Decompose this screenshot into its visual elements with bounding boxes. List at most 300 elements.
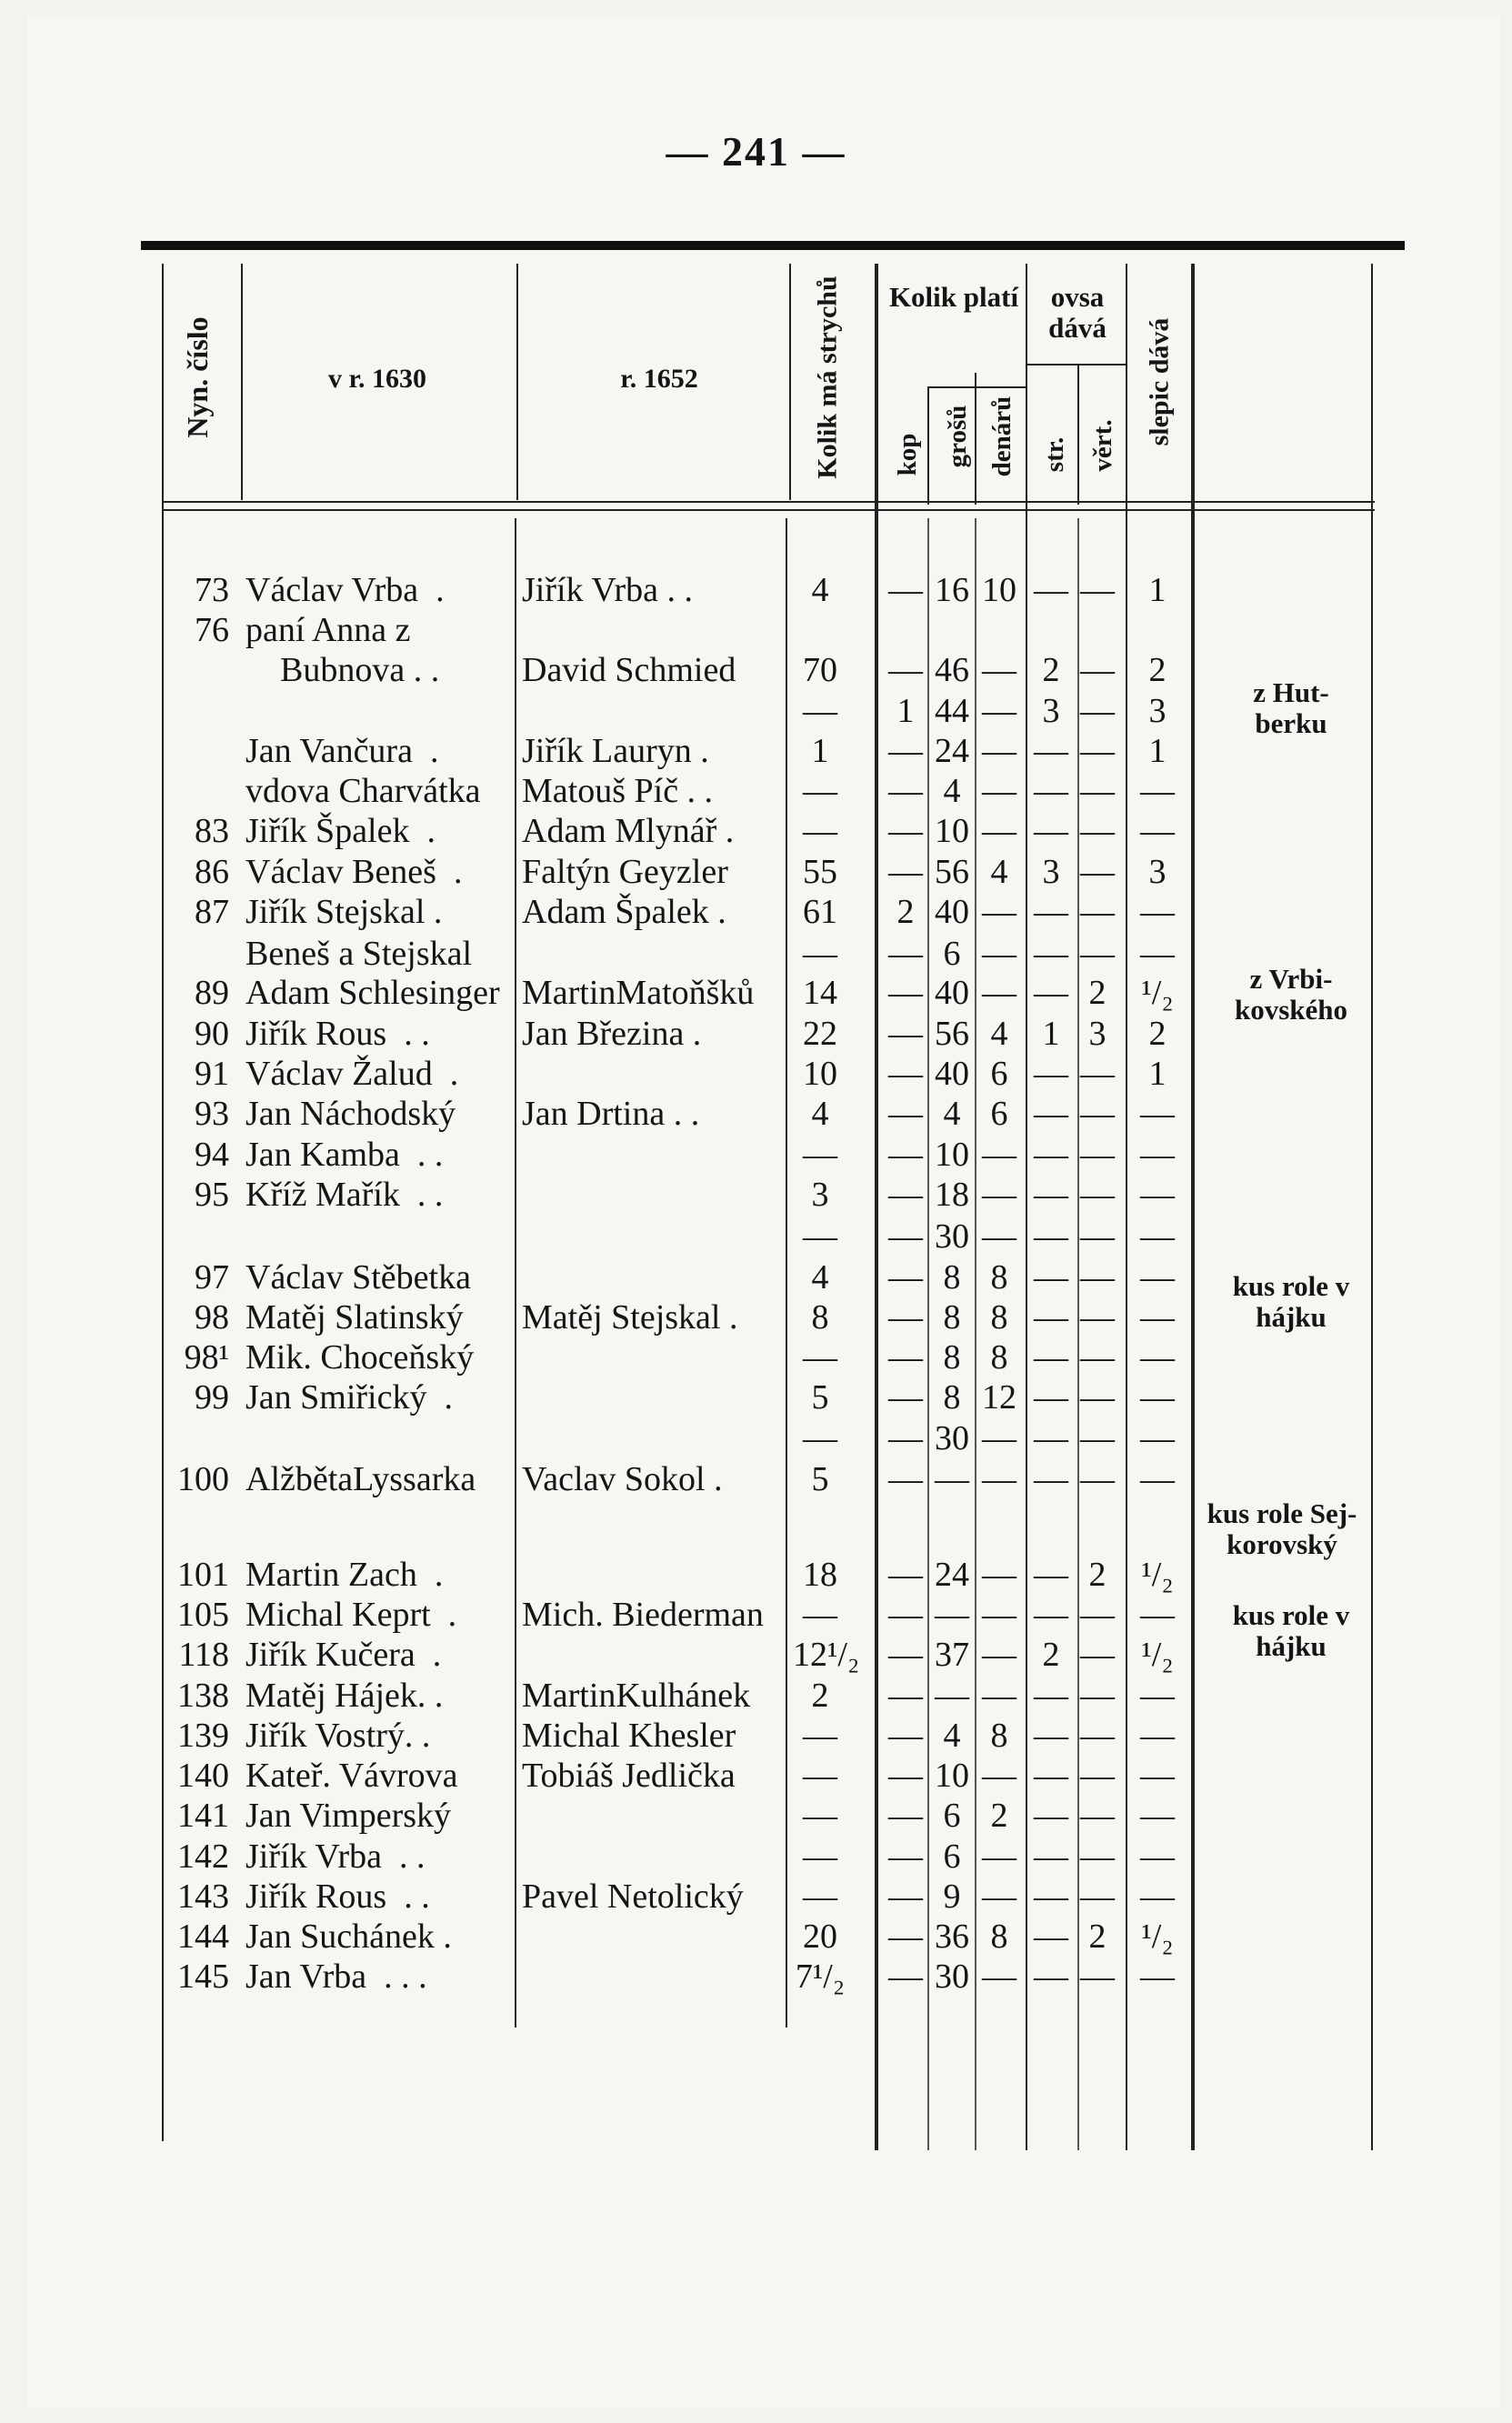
table-row	[0, 1877, 1512, 1917]
kop-value: —	[888, 1217, 923, 1256]
kop-value: 1	[896, 692, 915, 730]
strychu: —	[803, 1757, 837, 1795]
kop-value: —	[888, 1797, 923, 1835]
name-1630: Matěj Slatinský	[245, 1298, 464, 1337]
grosu-value: 8	[943, 1338, 961, 1377]
header-ovsa-dava: ovsa dává	[1048, 281, 1106, 345]
row-number: 97	[195, 1258, 229, 1297]
strychu: 2	[811, 1677, 829, 1715]
top-rule	[141, 241, 1405, 250]
ovsa-vert-value: —	[1080, 1636, 1115, 1674]
header-nyn-cislo: Nyn. číslo	[181, 316, 215, 438]
grosu-value: 40	[935, 893, 969, 931]
ovsa-vert-value: —	[1080, 1717, 1115, 1755]
ovsa-vert-value: —	[1080, 1338, 1115, 1377]
table-row	[0, 771, 1512, 811]
ovsa-vert-value: —	[1080, 1797, 1115, 1835]
row-number: 101	[177, 1556, 229, 1594]
row-number: 73	[195, 571, 229, 609]
kop-value: —	[888, 651, 923, 689]
kop-value: —	[888, 1258, 923, 1297]
denaru-value: —	[982, 1176, 1016, 1214]
grosu-value: 24	[935, 732, 969, 770]
header-kolik-plati: Kolik platí	[888, 281, 1019, 313]
header-str: str.	[1039, 436, 1069, 473]
name-1630: Václav Beneš .	[245, 853, 463, 891]
table-row	[0, 1917, 1512, 1957]
name-1652: MartinKulhánek	[522, 1677, 751, 1715]
denaru-value: 8	[990, 1258, 1008, 1297]
ovsa-vert-value: —	[1080, 935, 1115, 973]
slepic-value: ¹/₂	[1141, 1636, 1174, 1674]
kop-value: —	[888, 1837, 923, 1876]
name-1652: Matouš Píč . .	[522, 772, 714, 810]
kop-value: —	[888, 812, 923, 850]
denaru-value: 8	[990, 1338, 1008, 1377]
kop-value: —	[888, 1596, 923, 1634]
strychu: 1	[811, 732, 829, 770]
strychu: —	[803, 1217, 837, 1256]
kop-value: —	[888, 1419, 923, 1457]
header-vert: věrt.	[1087, 419, 1117, 472]
table-row	[0, 1054, 1512, 1094]
row-number: 98¹	[184, 1338, 229, 1377]
row-number: 90	[195, 1015, 229, 1053]
kop-value: —	[888, 1338, 923, 1377]
strychu: 7¹/₂	[795, 1957, 846, 1996]
rule-plati-sub	[927, 386, 1026, 388]
table-row	[0, 892, 1512, 932]
name-1630: Jiřík Kučera .	[245, 1636, 442, 1674]
denaru-value: 4	[990, 853, 1008, 891]
name-1652: Adam Mlynář .	[522, 812, 735, 850]
strychu: 14	[803, 974, 837, 1012]
kop-value: —	[888, 1717, 923, 1755]
kop-value: 2	[896, 893, 915, 931]
name-1630: vdova Charvátka	[245, 772, 481, 810]
slepic-value: —	[1140, 1596, 1175, 1634]
grosu-value: 10	[935, 1757, 969, 1795]
row-number: 141	[177, 1797, 229, 1835]
strychu: 18	[803, 1556, 837, 1594]
denaru-value: —	[982, 1677, 1016, 1715]
strychu: —	[803, 1338, 837, 1377]
grosu-value: 36	[935, 1917, 969, 1956]
table-row	[0, 1796, 1512, 1836]
denaru-value: —	[982, 772, 1016, 810]
denaru-value: —	[982, 732, 1016, 770]
denaru-value: —	[982, 692, 1016, 730]
strychu: —	[803, 692, 837, 730]
denaru-value: 2	[990, 1797, 1008, 1835]
slepic-value: —	[1140, 812, 1175, 850]
ovsa-str-value: —	[1034, 1677, 1068, 1715]
name-1630: Jan Smiřický .	[245, 1378, 453, 1417]
name-1652: Vaclav Sokol .	[522, 1460, 723, 1498]
table-row	[0, 852, 1512, 892]
slepic-value: —	[1140, 1338, 1175, 1377]
rule-plati-gr	[975, 373, 976, 505]
denaru-value: —	[982, 1556, 1016, 1594]
ovsa-vert-value: —	[1080, 853, 1115, 891]
name-1652: Pavel Netolický	[522, 1877, 744, 1916]
strychu: —	[803, 1596, 837, 1634]
grosu-value: 8	[943, 1378, 961, 1417]
denaru-value: —	[982, 1217, 1016, 1256]
row-number: 99	[195, 1378, 229, 1417]
kop-value: —	[888, 935, 923, 973]
slepic-value: —	[1140, 1258, 1175, 1297]
name-1652: Mich. Biederman	[522, 1596, 764, 1634]
kop-value: —	[888, 1636, 923, 1674]
denaru-value: —	[982, 935, 1016, 973]
slepic-value: ¹/₂	[1141, 974, 1174, 1012]
ovsa-str-value: —	[1034, 935, 1068, 973]
table-row	[0, 570, 1512, 610]
table-row	[0, 1555, 1512, 1595]
note-z-hutberku: z Hut-berku	[1253, 676, 1329, 739]
ovsa-vert-value: —	[1080, 1957, 1115, 1996]
grosu-value: 40	[935, 974, 969, 1012]
slepic-value: —	[1140, 1797, 1175, 1835]
grosu-value: 10	[935, 1136, 969, 1174]
denaru-value: —	[982, 974, 1016, 1012]
slepic-value: ¹/₂	[1141, 1556, 1174, 1594]
denaru-value: —	[982, 1136, 1016, 1174]
slepic-value: 2	[1148, 651, 1167, 689]
row-number: 76	[195, 611, 229, 649]
grosu-value: 4	[943, 772, 961, 810]
denaru-value: —	[982, 1596, 1016, 1634]
slepic-value: —	[1140, 893, 1175, 931]
strychu: 4	[811, 571, 829, 609]
slepic-value: —	[1140, 1460, 1175, 1498]
row-number: 94	[195, 1136, 229, 1174]
name-1630: Jiřík Vostrý. .	[245, 1717, 431, 1755]
grosu-value: 18	[935, 1176, 969, 1214]
ovsa-str-value: —	[1034, 1378, 1068, 1417]
kop-value: —	[888, 1556, 923, 1594]
strychu: 20	[803, 1917, 837, 1956]
ovsa-vert-value: —	[1080, 1055, 1115, 1093]
name-1652: David Schmied	[522, 651, 736, 689]
row-number: 93	[195, 1095, 229, 1133]
ovsa-str-value: —	[1034, 1338, 1068, 1377]
name-1652: Jiřík Lauryn .	[522, 732, 709, 770]
header-1630: v r. 1630	[327, 364, 427, 394]
ovsa-vert-value: —	[1080, 1757, 1115, 1795]
note-kus-role-v-hajku-2: kus role v hájku	[1232, 1599, 1350, 1662]
kop-value: —	[888, 1877, 923, 1916]
strychu: 4	[811, 1095, 829, 1133]
grosu-value: 4	[943, 1717, 961, 1755]
name-1630: Jiřík Stejskal .	[245, 893, 443, 931]
header-1652: r. 1652	[620, 364, 698, 394]
ovsa-str-value: 3	[1042, 692, 1060, 730]
rule-ovsa-mid	[1077, 364, 1079, 505]
ovsa-vert-value: —	[1080, 571, 1115, 609]
ovsa-str-value: —	[1034, 1217, 1068, 1256]
slepic-value: —	[1140, 1419, 1175, 1457]
name-1630: Jan Kamba . .	[245, 1136, 444, 1174]
denaru-value: 4	[990, 1015, 1008, 1053]
grosu-value: —	[935, 1460, 969, 1498]
header-grosu: grošů	[942, 405, 972, 468]
slepic-value: 1	[1148, 1055, 1167, 1093]
slepic-value: 1	[1148, 571, 1167, 609]
name-1630: Kateř. Vávrova	[245, 1757, 458, 1795]
ovsa-vert-value: —	[1080, 1258, 1115, 1297]
slepic-value: —	[1140, 1378, 1175, 1417]
grosu-value: 46	[935, 651, 969, 689]
row-number: 105	[177, 1596, 229, 1634]
ovsa-vert-value: 2	[1088, 1917, 1106, 1956]
ovsa-str-value: —	[1034, 732, 1068, 770]
grosu-value: 8	[943, 1298, 961, 1337]
strychu: 3	[811, 1176, 829, 1214]
name-1630: Jan Vrba . . .	[245, 1957, 427, 1996]
row-number: 139	[177, 1717, 229, 1755]
row-number: 144	[177, 1917, 229, 1956]
grosu-value: 44	[935, 692, 969, 730]
note-kus-role-v-hajku-1: kus role v hájku	[1232, 1270, 1350, 1333]
name-1630: Jiřík Rous . .	[245, 1015, 430, 1053]
kop-value: —	[888, 571, 923, 609]
strychu: —	[803, 1419, 837, 1457]
table-row	[0, 1459, 1512, 1499]
denaru-value: —	[982, 1957, 1016, 1996]
strychu: —	[803, 1877, 837, 1916]
header-slepic-dava: slepic dává	[1144, 317, 1175, 446]
kop-value: —	[888, 1095, 923, 1133]
grosu-value: 4	[943, 1095, 961, 1133]
ovsa-str-value: —	[1034, 1095, 1068, 1133]
table-row	[0, 1217, 1512, 1257]
ovsa-vert-value: —	[1080, 1176, 1115, 1214]
ovsa-vert-value: 3	[1088, 1015, 1106, 1053]
table-row	[0, 1676, 1512, 1716]
name-1630: Michal Keprt .	[245, 1596, 457, 1634]
name-1652: Matěj Stejskal .	[522, 1298, 738, 1337]
kop-value: —	[888, 853, 923, 891]
denaru-value: 12	[982, 1378, 1016, 1417]
grosu-value: 6	[943, 935, 961, 973]
name-1652: Adam Špalek .	[522, 893, 726, 931]
slepic-value: —	[1140, 1217, 1175, 1256]
table-row	[0, 1756, 1512, 1796]
row-number: 95	[195, 1176, 229, 1214]
denaru-value: —	[982, 1837, 1016, 1876]
ovsa-str-value: —	[1034, 1797, 1068, 1835]
name-1630: Jan Vančura .	[245, 732, 439, 770]
rule-ovsa-sub	[1026, 364, 1126, 365]
name-1630: AlžbětaLyssarka	[245, 1460, 476, 1498]
grosu-value: 30	[935, 1957, 969, 1996]
strychu: —	[803, 1837, 837, 1876]
name-1630: Jan Vimperský	[245, 1797, 452, 1835]
slepic-value: —	[1140, 1176, 1175, 1214]
grosu-value: 40	[935, 1055, 969, 1093]
kop-value: —	[888, 1176, 923, 1214]
denaru-value: —	[982, 1636, 1016, 1674]
ovsa-str-value: —	[1034, 1556, 1068, 1594]
header-kolik-strychu: Kolik má strychů	[812, 275, 843, 479]
grosu-value: —	[935, 1677, 969, 1715]
kop-value: —	[888, 1298, 923, 1337]
strychu: 8	[811, 1298, 829, 1337]
name-1630: Jiřík Vrba . .	[245, 1837, 426, 1876]
table-row	[0, 1418, 1512, 1458]
grosu-value: 37	[935, 1636, 969, 1674]
ovsa-str-value: —	[1034, 1258, 1068, 1297]
grosu-value: 9	[943, 1877, 961, 1916]
table-row	[0, 1175, 1512, 1215]
grosu-value: 6	[943, 1837, 961, 1876]
ovsa-vert-value: —	[1080, 1677, 1115, 1715]
row-number: 89	[195, 974, 229, 1012]
ovsa-str-value: —	[1034, 1917, 1068, 1956]
kop-value: —	[888, 1378, 923, 1417]
ovsa-str-value: —	[1034, 571, 1068, 609]
grosu-value: 16	[935, 571, 969, 609]
ovsa-vert-value: —	[1080, 1837, 1115, 1876]
ovsa-str-value: 2	[1042, 651, 1060, 689]
slepic-value: ¹/₂	[1141, 1917, 1174, 1956]
slepic-value: —	[1140, 772, 1175, 810]
rule-after-1630	[516, 264, 518, 500]
ovsa-vert-value: —	[1080, 1217, 1115, 1256]
strychu: 12¹/₂	[793, 1636, 860, 1674]
ovsa-vert-value: —	[1080, 1877, 1115, 1916]
name-1630: Jan Náchodský	[245, 1095, 456, 1133]
slepic-value: —	[1140, 1837, 1175, 1876]
rule-after-num	[241, 264, 243, 500]
kop-value: —	[888, 1957, 923, 1996]
grosu-value: 10	[935, 812, 969, 850]
table-row	[0, 1957, 1512, 1997]
name-1630: Beneš a Stejskal	[245, 935, 473, 973]
name-1630: Václav Žalud .	[245, 1055, 459, 1093]
row-number: 138	[177, 1677, 229, 1715]
table-row	[0, 1135, 1512, 1175]
denaru-value: —	[982, 1757, 1016, 1795]
ovsa-str-value: —	[1034, 893, 1068, 931]
grosu-value: 30	[935, 1217, 969, 1256]
ovsa-vert-value: —	[1080, 1419, 1115, 1457]
name-1630: paní Anna z	[245, 611, 411, 649]
name-1652: Michal Khesler	[522, 1717, 736, 1755]
row-number: 118	[178, 1636, 229, 1674]
denaru-value: 8	[990, 1298, 1008, 1337]
name-1630: Kříž Mařík . .	[245, 1176, 444, 1214]
header-denaru: denárů	[986, 395, 1016, 477]
ovsa-str-value: 1	[1042, 1015, 1060, 1053]
table-row	[0, 1337, 1512, 1377]
table-row	[0, 1377, 1512, 1417]
ovsa-str-value: —	[1034, 1419, 1068, 1457]
grosu-value: —	[935, 1596, 969, 1634]
name-1652: Jan Březina .	[522, 1015, 702, 1053]
ovsa-str-value: —	[1034, 974, 1068, 1012]
table-row	[0, 1716, 1512, 1756]
rule-after-1652	[789, 264, 791, 500]
row-number: 91	[195, 1055, 229, 1093]
name-1630: Jan Suchánek .	[245, 1917, 452, 1956]
ovsa-vert-value: —	[1080, 732, 1115, 770]
strychu: 10	[803, 1055, 837, 1093]
ovsa-str-value: —	[1034, 1176, 1068, 1214]
row-number: 143	[177, 1877, 229, 1916]
slepic-value: —	[1140, 1877, 1175, 1916]
ovsa-str-value: 2	[1042, 1636, 1060, 1674]
slepic-value: 2	[1148, 1015, 1167, 1053]
slepic-value: —	[1140, 1095, 1175, 1133]
kop-value: —	[888, 1460, 923, 1498]
strychu: 70	[803, 651, 837, 689]
ovsa-str-value: —	[1034, 1460, 1068, 1498]
name-1630: Bubnova . .	[245, 651, 440, 689]
strychu: —	[803, 772, 837, 810]
row-number: 145	[177, 1957, 229, 1996]
slepic-value: 3	[1148, 853, 1167, 891]
grosu-value: 30	[935, 1419, 969, 1457]
ovsa-str-value: —	[1034, 1055, 1068, 1093]
kop-value: —	[888, 732, 923, 770]
denaru-value: 6	[990, 1055, 1008, 1093]
denaru-value: —	[982, 1877, 1016, 1916]
row-number: 140	[177, 1757, 229, 1795]
ovsa-str-value: —	[1034, 1957, 1068, 1996]
ovsa-str-value: 3	[1042, 853, 1060, 891]
header-rule	[164, 501, 1375, 511]
slepic-value: —	[1140, 1677, 1175, 1715]
kop-value: —	[888, 1055, 923, 1093]
strychu: 4	[811, 1258, 829, 1297]
name-1652: Jan Drtina . .	[522, 1095, 700, 1133]
ovsa-str-value: —	[1034, 1596, 1068, 1634]
strychu: —	[803, 1797, 837, 1835]
strychu: 61	[803, 893, 837, 931]
ovsa-str-value: —	[1034, 1298, 1068, 1337]
slepic-value: —	[1140, 1717, 1175, 1755]
name-1652: MartinMatoňšků	[522, 974, 755, 1012]
rule-plati-kop	[927, 386, 929, 505]
table-row	[0, 1094, 1512, 1134]
ovsa-str-value: —	[1034, 1837, 1068, 1876]
header-kop: kop	[892, 433, 922, 476]
denaru-value: —	[982, 893, 1016, 931]
denaru-value: —	[982, 1460, 1016, 1498]
kop-value: —	[888, 1136, 923, 1174]
ovsa-vert-value: 2	[1088, 974, 1106, 1012]
slepic-value: 3	[1148, 692, 1167, 730]
strychu: —	[803, 1717, 837, 1755]
name-1630: Mik. Choceňský	[245, 1338, 475, 1377]
ovsa-vert-value: —	[1080, 1136, 1115, 1174]
ovsa-vert-value: —	[1080, 1298, 1115, 1337]
row-number: 142	[177, 1837, 229, 1876]
strychu: 22	[803, 1015, 837, 1053]
kop-value: —	[888, 772, 923, 810]
ovsa-vert-value: —	[1080, 1378, 1115, 1417]
kop-value: —	[888, 1677, 923, 1715]
name-1652: Jiřík Vrba . .	[522, 571, 694, 609]
denaru-value: 8	[990, 1917, 1008, 1956]
row-number: 83	[195, 812, 229, 850]
ovsa-vert-value: —	[1080, 1460, 1115, 1498]
kop-value: —	[888, 974, 923, 1012]
kop-value: —	[888, 1757, 923, 1795]
